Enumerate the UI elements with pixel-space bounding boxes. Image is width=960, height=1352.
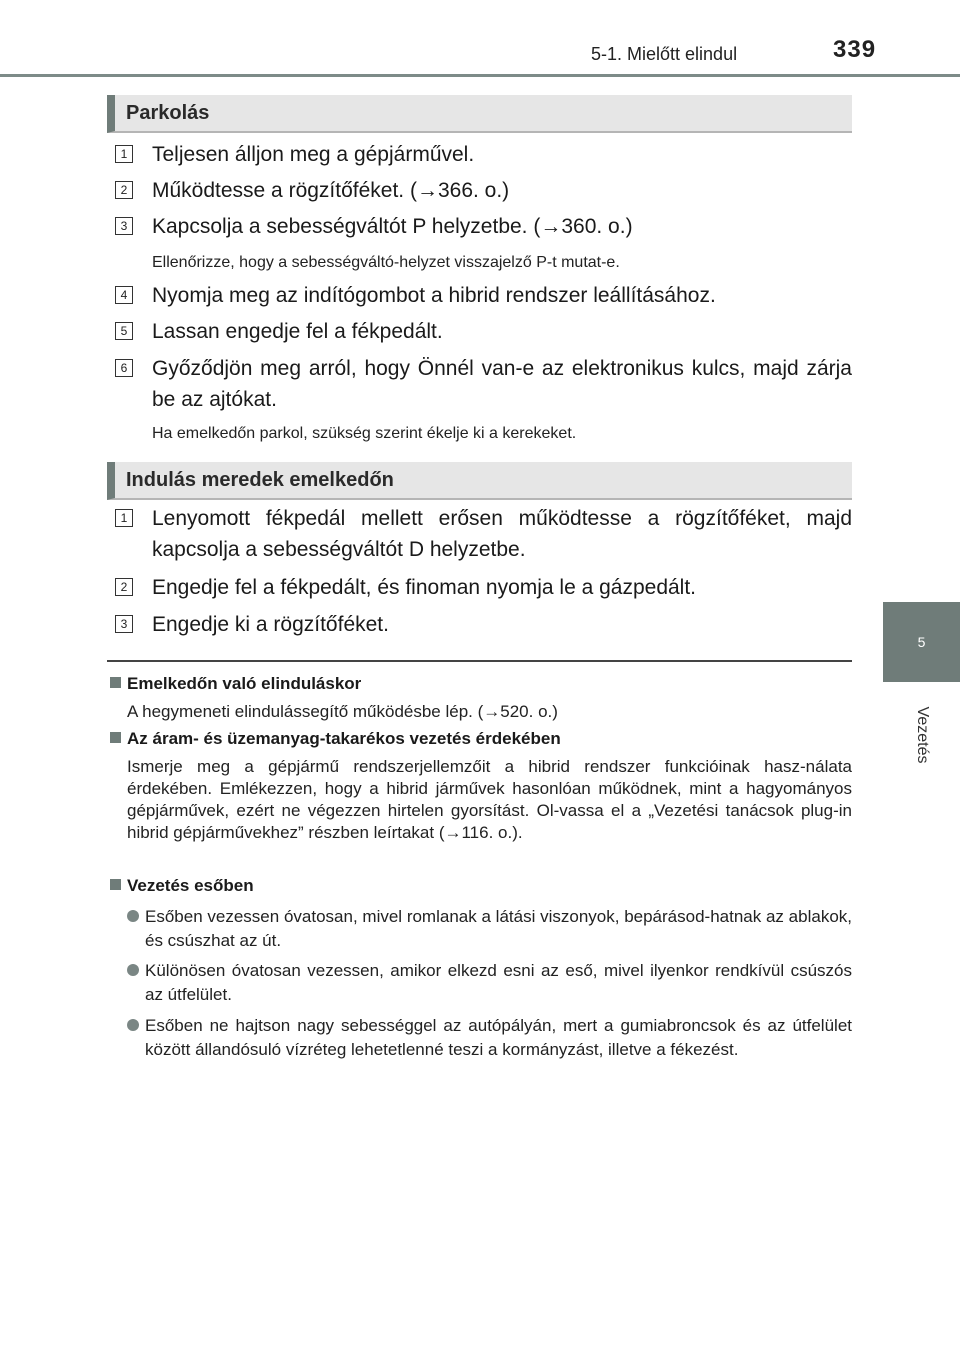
chapter-tab-title: Vezetés [913,706,931,764]
step-text: Nyomja meg az indítógombot a hibrid rendszer leállításához. [152,284,716,307]
section-divider [107,660,852,662]
hill-start-section-header [107,462,852,500]
chapter-tab-number: 5 [883,602,960,682]
parking-note-gear: Ellenőrizze, hogy a sebességváltó-helyzet visszajelző P-t mutat-e. [152,254,620,271]
step-text: Engedje fel a fékpedált, és finoman nyomja le a gázpedált. [152,576,697,599]
step-text: Kapcsolja a sebességváltót P helyzetbe. (→360. o.) [152,215,633,238]
step-number: 2 [115,181,133,199]
parking-section-title: Parkolás [126,102,210,124]
parking-section-header [107,95,852,133]
step-text: Teljesen álljon meg a gépjárművel. [152,143,475,166]
square-bullet-icon [110,677,121,688]
step-text: Lenyomott fékpedál mellett erősen működtesse a rögzítőféket, majd kapcsolja a sebességváltót D helyzetbe. [152,507,852,561]
step-number: 3 [115,217,133,235]
uphill-subheading: Emelkedőn való elinduláskor [110,674,361,694]
parking-note-wheels: Ha emelkedőn parkol, szükség szerint ékelje ki a kerekeket. [152,425,577,442]
step-text: Engedje ki a rögzítőféket. [152,613,389,636]
square-bullet-icon [110,879,121,890]
circle-bullet-icon [127,910,139,922]
economy-text: Ismerje meg a gépjármű rendszerjellemzőit a hibrid rendszer funkcióinak hasz-nálata érdekében. Emlékezzen, hogy a hibrid járművek hasonlóan működnek, mint a hagyományos gépjárművek, ezért ne végezzen hirtelen gyorsítást. Ol-vassa el a „Vezetési tanácsok plug-in hibrid gépjárművekhez” részben leírtakat (→116. o.). [127,757,852,842]
economy-subheading: Az áram- és üzemanyag-takarékos vezetés érdekében [110,729,561,749]
step-number: 3 [115,615,133,633]
step-text: Győződjön meg arról, hogy Önnél van-e az elektronikus kulcs, majd zárja be az ajtókat. [152,357,852,411]
step-number: 4 [115,286,133,304]
step-number: 1 [115,509,133,527]
square-bullet-icon [110,732,121,743]
uphill-text: A hegymeneti elindulássegítő működésbe lép. (→520. o.) [127,702,558,721]
step-text: Lassan engedje fel a fékpedált. [152,320,443,343]
step-number: 5 [115,322,133,340]
section-title: 5-1. Mielőtt elindul [591,44,738,64]
circle-bullet-icon [127,964,139,976]
step-text: Működtesse a rögzítőféket. (→366. o.) [152,179,510,202]
step-number: 1 [115,145,133,163]
step-number: 2 [115,578,133,596]
rain-subheading: Vezetés esőben [110,876,254,896]
header-rule [0,74,960,77]
step-number: 6 [115,359,133,377]
hill-start-section-title: Indulás meredek emelkedőn [126,469,394,491]
circle-bullet-icon [127,1019,139,1031]
page-number: 339 [833,36,877,63]
